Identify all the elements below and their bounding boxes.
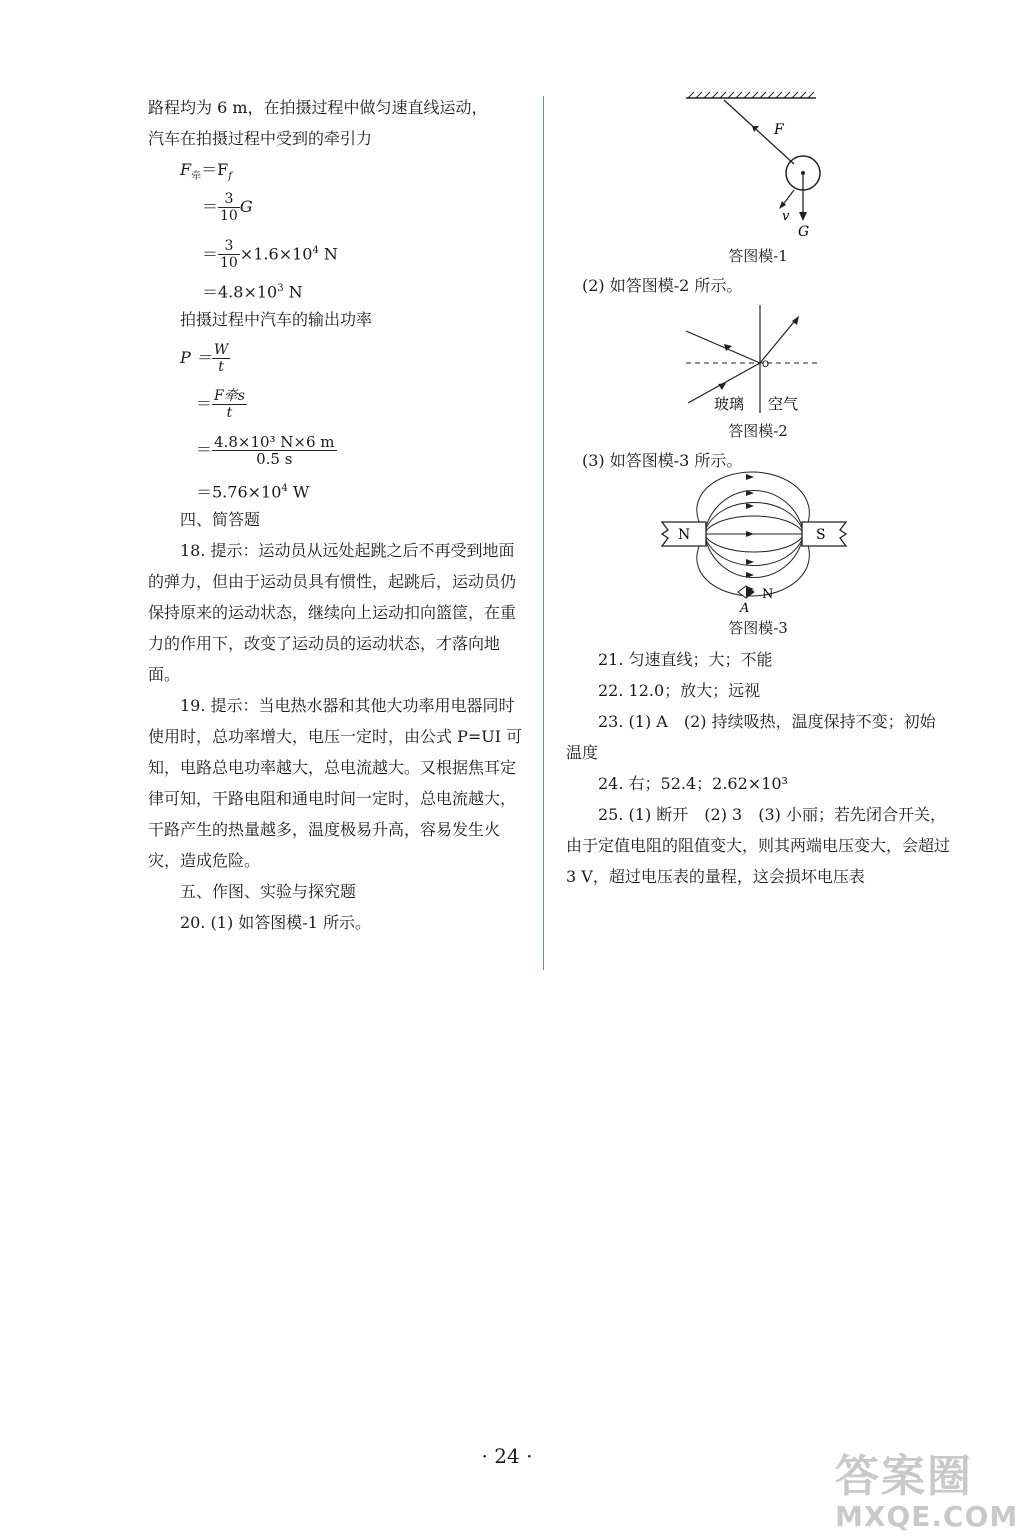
eq-symbol: F	[180, 160, 192, 179]
answer-20-1: 20. (1) 如答图模-1 所示。	[180, 913, 371, 932]
answer-21: 21. 匀速直线；大；不能	[598, 650, 773, 669]
eq-sup: 4	[312, 245, 319, 256]
equation-step: ＝ $\frac{3}{10}$ G	[202, 191, 253, 224]
label-needle-N: N	[762, 587, 774, 602]
denominator: 10	[220, 255, 238, 272]
pendulum-force-diagram	[566, 90, 950, 240]
equation-power	[148, 335, 528, 381]
equation-step: ＝ $\frac{3}{10}$ $\times 1.6\times 10^4$ N	[202, 238, 338, 272]
eq-text: ＝4.8×10	[202, 282, 278, 302]
fraction	[218, 191, 240, 224]
section-heading: 五、作图、实验与探究题	[180, 882, 357, 901]
numerator: W	[213, 342, 229, 358]
figure-caption: 答图模-1	[728, 247, 788, 265]
label-air: 空气	[768, 395, 799, 413]
label-magnet-S: S	[816, 527, 826, 543]
figure-3	[566, 476, 950, 616]
numerator: 4.8×10³ N×6 m	[214, 433, 335, 451]
fraction	[218, 238, 240, 271]
right-column	[566, 90, 950, 892]
equation-step: ＝ $\frac{\text{4.8×10³ N×6 m}}{0.5 s}$	[196, 433, 335, 468]
eq-text: ＝5.76×10	[196, 482, 282, 502]
label-magnet-N: N	[678, 527, 691, 543]
answer-25: 25. (1) 断开 (2) 3 (3) 小丽；若先闭合开关，由于定值电阻的阻值变大，则其两端电压变大，会超过 3 V，超过电压表的量程，这会损坏电压表	[566, 805, 951, 886]
denominator: 0.5 s	[256, 450, 293, 468]
fraction	[212, 434, 337, 467]
label-A: A	[740, 601, 750, 616]
denominator: t	[218, 359, 224, 375]
eq-unit: W	[287, 482, 310, 502]
equation-traction	[148, 154, 528, 185]
figure-caption: 答图模-2	[728, 422, 788, 440]
answer-20-3: (3) 如答图模-3 所示。	[582, 451, 743, 470]
eq-symbol: G	[239, 197, 253, 216]
magnetic-field-diagram	[566, 476, 950, 616]
eq-sup: 3	[277, 283, 284, 294]
text-line: 拍摄过程中汽车的输出功率	[180, 310, 373, 329]
numerator: F牵s	[214, 388, 245, 404]
answer-23: 23. (1) A (2) 持续吸热，温度保持不变；初始温度	[566, 712, 936, 762]
watermark-logo: 答案圈	[835, 1451, 973, 1502]
figure-caption: 答图模-3	[728, 619, 788, 637]
label-glass: 玻璃	[714, 395, 745, 413]
label-v: v	[782, 209, 790, 224]
text-line: 路程均为 6 m，在拍摄过程中做匀速直线运动，	[148, 98, 488, 117]
fraction	[212, 342, 230, 375]
numerator: 3	[218, 238, 240, 255]
section-heading: 四、简答题	[180, 510, 261, 529]
label-O: O	[762, 360, 770, 370]
equation-step	[148, 273, 528, 304]
equation-step	[148, 473, 528, 504]
watermark-url: MXQE.COM	[835, 1500, 1018, 1533]
watermark	[835, 1440, 1018, 1533]
answer-24: 24. 右；52.4；2.62×10³	[598, 774, 788, 793]
column-divider	[543, 96, 544, 970]
answer-18: 18. 提示：运动员从远处起跳之后不再受到地面的弹力，但由于运动员具有惯性，起跳后，运动员仍保持原来的运动状态，继续向上运动扣向篮筐，在重力的作用下，改变了运动员的运动状态，才落向地面。	[148, 541, 517, 684]
figure-1	[566, 90, 950, 240]
figure-2	[566, 301, 950, 415]
eq-unit: N	[318, 244, 338, 264]
denominator: 10	[220, 208, 238, 224]
fraction	[212, 388, 247, 421]
numerator: 3	[218, 191, 240, 208]
answer-22: 22. 12.0；放大；远视	[598, 681, 761, 700]
answer-19: 19. 提示：当电热水器和其他大功率用电器同时使用时，总功率增大，电压一定时，由公式 P=UI 可知，电路总电功率越大，总电流越大。又根据焦耳定律可知，干路电阻和通电时间一定时，总电流越大，干路产生的热量越多，温度极易升高，容易发生火灾，造成危险。	[148, 696, 523, 870]
denominator: t	[226, 405, 233, 421]
eq-text: ×1.6×10	[239, 244, 313, 264]
eq-symbol: ＝F	[201, 160, 229, 179]
refraction-diagram	[566, 301, 950, 415]
eq-unit: N	[283, 282, 303, 302]
eq-sub: f	[228, 171, 232, 183]
left-column	[148, 92, 528, 938]
eq-sup: 4	[281, 483, 288, 494]
eq-sub: 牵	[191, 171, 202, 183]
label-G: G	[798, 224, 810, 240]
page-number: · 24 ·	[481, 1444, 533, 1468]
label-F: F	[774, 122, 784, 138]
answer-20-2: (2) 如答图模-2 所示。	[582, 276, 743, 295]
equation-step: ＝ $\frac{\text{F牵s}}{t}$	[196, 388, 245, 421]
text-line: 汽车在拍摄过程中受到的牵引力	[148, 129, 373, 148]
eq-symbol: P ＝	[180, 348, 212, 367]
